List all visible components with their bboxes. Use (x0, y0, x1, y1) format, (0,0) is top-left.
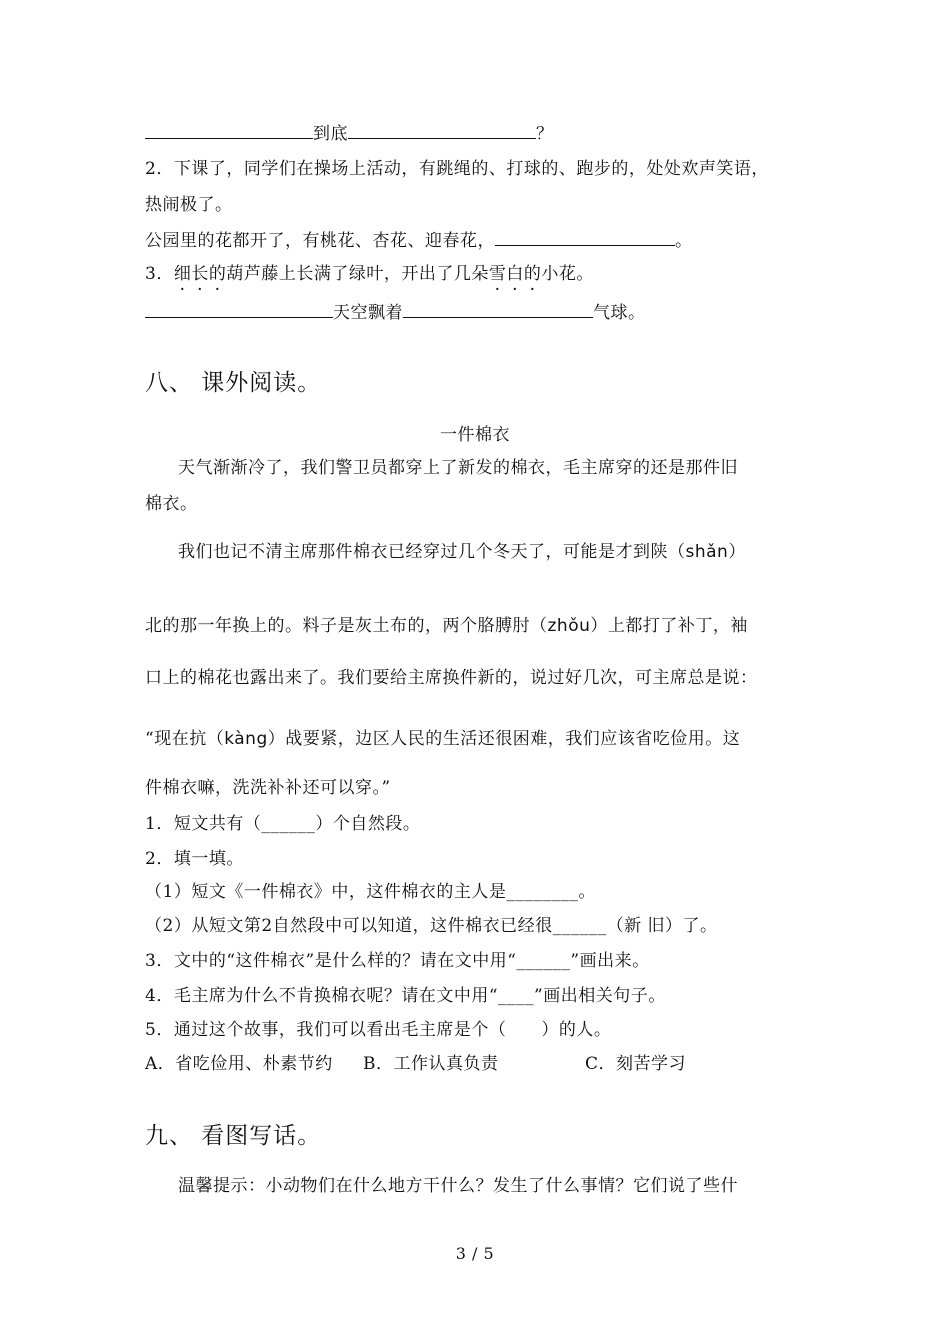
reading-question-5: 5．通过这个故事，我们可以看出毛主席是个（ ）的人。 (145, 1020, 612, 1040)
page-number: 3 / 5 (455, 1244, 495, 1263)
pinyin: zhǒu (547, 616, 591, 636)
option-a[interactable]: A．省吃俭用、朴素节约 (145, 1054, 333, 1074)
reading-question-2: 2．填一填。 (145, 849, 244, 869)
paragraph-2-line-e: 件棉衣嘛，洗洗补补还可以穿。” (145, 778, 391, 798)
answer-blank[interactable] (495, 228, 675, 246)
reading-question-4: 4．毛主席为什么不肯换棉衣呢？请在文中用“____”画出相关句子。 (145, 986, 666, 1006)
dotted-char: 雪 (488, 264, 507, 284)
option-b[interactable]: B．工作认真负责 (363, 1054, 499, 1074)
writing-tip: 温馨提示：小动物们在什么地方干什么？发生了什么事情？它们说了些什 (178, 1176, 738, 1196)
paragraph-2-line-a: 我们也记不清主席那件棉衣已经穿过几个冬天了，可能是才到陕（shǎn） (178, 542, 746, 562)
dotted-char: 的 (523, 264, 542, 284)
reading-question-2-1: （1）短文《一件棉衣》中，这件棉衣的主人是________。 (145, 882, 596, 902)
answer-blank[interactable] (145, 300, 333, 318)
fill-line-1: 到底 ？ (145, 121, 554, 146)
question-2-line-c: 公园里的花都开了，有桃花、杏花、迎春花， 。 (145, 228, 693, 253)
answer-blank[interactable] (403, 300, 593, 318)
dotted-char: 的 (208, 264, 227, 284)
paragraph-2-line-d: “现在抗（kàng）战要紧，边区人民的生活还很困难，我们应该省吃俭用。这 (145, 729, 741, 749)
section-9-heading: 九、 看图写话。 (145, 1123, 322, 1149)
paragraph-2-line-b: 北的那一年换上的。料子是灰土布的，两个胳膊肘（zhǒu）上都打了补丁，袖 (145, 616, 748, 636)
option-c[interactable]: C．刻苦学习 (585, 1054, 687, 1074)
paragraph-1-line-a: 天气渐渐冷了，我们警卫员都穿上了新发的棉衣，毛主席穿的还是那件旧 (178, 458, 738, 478)
pinyin: shǎn (685, 542, 729, 562)
story-title: 一件棉衣 (440, 425, 510, 445)
question-3-answer-line: 天空飘着 气球。 (145, 300, 646, 325)
question-2-line-a: 2．下课了，同学们在操场上活动，有跳绳的、打球的、跑步的，处处欢声笑语， (145, 159, 769, 179)
dotted-char: 长 (191, 264, 209, 284)
dotted-char: 细 (173, 264, 192, 284)
paragraph-2-line-c: 口上的棉花也露出来了。我们要给主席换件新的，说过好几次，可主席总是说： (145, 668, 758, 688)
paragraph-1-line-b: 棉衣。 (145, 494, 198, 514)
question-3-line: 3．细长的葫芦藤上长满了绿叶，开出了几朵雪白的小花。 (145, 264, 594, 284)
dotted-char: 白 (506, 264, 524, 284)
pinyin: kàng (224, 729, 268, 749)
answer-blank[interactable] (348, 121, 536, 139)
reading-question-1: 1．短文共有（______）个自然段。 (145, 814, 421, 834)
reading-question-3: 3．文中的“这件棉衣”是什么样的？请在文中用“______”画出来。 (145, 951, 650, 971)
answer-blank[interactable] (145, 121, 313, 139)
reading-question-2-2: （2）从短文第2自然段中可以知道，这件棉衣已经很______（新 旧）了。 (145, 916, 718, 936)
section-8-heading: 八、 课外阅读。 (145, 370, 322, 396)
question-2-line-b: 热闹极了。 (145, 195, 233, 215)
